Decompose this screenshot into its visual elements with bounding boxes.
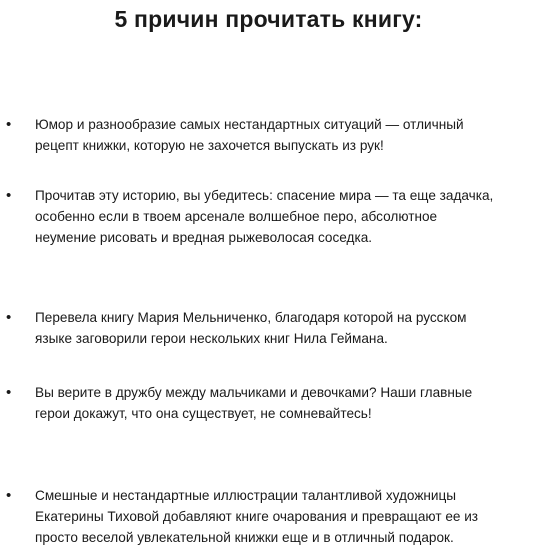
reason-text [35, 307, 535, 349]
reason-line: неумение рисовать и вредная рыжеволосая соседка. [35, 230, 373, 245]
reason-text [35, 114, 535, 156]
reason-line: герои докажут, что она существует, не сомневайтесь! [35, 406, 372, 421]
reason-line: Прочитав эту историю, вы убедитесь: спасение мира — та еще задачка, [35, 188, 494, 203]
bullet-icon: • [6, 187, 12, 204]
reason-text [35, 382, 535, 424]
page-title: 5 причин прочитать книгу: [114, 6, 423, 32]
reason-line: Смешные и нестандартные иллюстрации талантливой художницы [35, 488, 457, 503]
bullet-icon: • [6, 487, 12, 504]
reason-line: Вы верите в дружбу между мальчиками и девочками? Наши главные [35, 385, 473, 400]
bullet-icon: • [6, 309, 12, 326]
reason-line: особенно если в твоем арсенале волшебное перо, абсолютное [35, 209, 438, 224]
reason-line: просто веселой увлекательной книжки еще и в отличный подарок. [35, 530, 454, 545]
reason-line: Перевела книгу Мария Мельниченко, благодаря которой на русском [35, 310, 467, 325]
bullet-icon: • [6, 116, 12, 133]
bullet-icon: • [6, 384, 12, 401]
reason-line: Юмор и разнообразие самых нестандартных ситуаций — отличный [35, 117, 464, 132]
reason-line: языке заговорили герои нескольких книг Нила Геймана. [35, 331, 388, 346]
reason-text [35, 185, 535, 248]
reason-text [35, 485, 535, 548]
reason-line: рецепт книжки, которую не захочется выпускать из рук! [35, 138, 384, 153]
reason-line: Екатерины Тиховой добавляют книге очарования и превращают ее из [35, 509, 479, 524]
